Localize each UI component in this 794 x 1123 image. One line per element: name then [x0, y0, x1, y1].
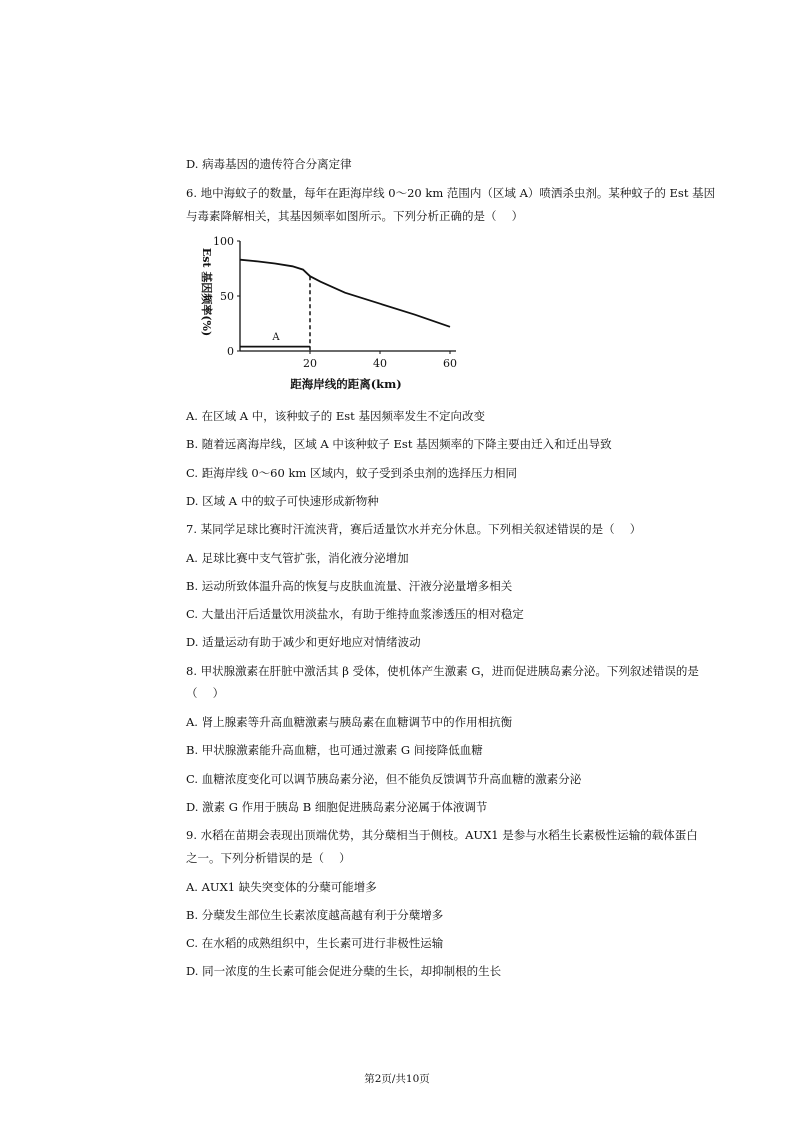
question-6-stem: 6. 地中海蚊子的数量，每年在距海岸线 0～20 km 范围内（区域 A）喷洒杀虫剂。某种蚊子的 Est 基因	[186, 186, 716, 200]
page-footer: 第2页/共10页	[364, 1073, 430, 1085]
question-9-option-b: B. 分蘖发生部位生长素浓度越高越有利于分蘖增多	[186, 908, 444, 922]
gene-frequency-chart	[186, 230, 476, 398]
question-7-option-c: C. 大量出汗后适量饮用淡盐水，有助于维持血浆渗透压的相对稳定	[186, 607, 524, 621]
question-8-stem: 8. 甲状腺激素在肝脏中激活其 β 受体，使机体产生激素 G，进而促进胰岛素分泌。下列叙述错误的是	[186, 664, 699, 678]
chart-y-label: Est 基因频率(%)	[200, 247, 213, 337]
x-tick-label: 40	[373, 357, 387, 370]
y-tick-label: 0	[227, 345, 234, 358]
question-6-option-c: C. 距海岸线 0～60 km 区域内，蚊子受到杀虫剂的选择压力相同	[186, 466, 517, 480]
question-9-option-d: D. 同一浓度的生长素可能会促进分蘖的生长，却抑制根的生长	[186, 964, 502, 978]
question-6-option-b: B. 随着远离海岸线，区域 A 中该种蚊子 Est 基因频率的下降主要由迁入和迁出导致	[186, 437, 612, 451]
question-7-stem: 7. 某同学足球比赛时汗流浃背，赛后适量饮水并充分休息。下列相关叙述错误的是（ ）	[186, 522, 642, 536]
region-a-label: A	[272, 332, 280, 343]
question-6-option-d: D. 区域 A 中的蚊子可快速形成新物种	[186, 494, 379, 508]
question-7-option-d: D. 适量运动有助于减少和更好地应对情绪波动	[186, 635, 421, 649]
question-8-option-b: B. 甲状腺激素能升高血糖，也可通过激素 G 间接降低血糖	[186, 743, 483, 757]
question-9-option-c: C. 在水稻的成熟组织中，生长素可进行非极性运输	[186, 936, 444, 950]
chart-ticks	[213, 235, 457, 370]
question-9-stem: 9. 水稻在苗期会表现出顶端优势，其分蘖相当于侧枝。AUX1 是参与水稻生长素极性运输的载体蛋白	[186, 828, 698, 842]
question-9-option-a: A. AUX1 缺失突变体的分蘖可能增多	[186, 880, 377, 894]
question-8-option-a: A. 肾上腺素等升高血糖激素与胰岛素在血糖调节中的作用相抗衡	[186, 715, 513, 729]
question-7-option-a: A. 足球比赛中支气管扩张，消化液分泌增加	[186, 551, 409, 565]
gene-frequency-line	[240, 260, 450, 327]
question-7-option-b: B. 运动所致体温升高的恢复与皮肤血流量、汗液分泌量增多相关	[186, 579, 513, 593]
question-8-stem-cont: （ ）	[186, 686, 225, 700]
question-8-option-c: C. 血糖浓度变化可以调节胰岛素分泌，但不能负反馈调节升高血糖的激素分泌	[186, 772, 582, 786]
y-tick-label: 50	[220, 290, 234, 303]
question-9-stem-cont: 之一。下列分析错误的是（ ）	[186, 851, 351, 865]
chart-x-label: 距海岸线的距离(km)	[290, 377, 402, 391]
x-tick-label: 20	[303, 357, 317, 370]
y-tick-label: 100	[213, 235, 234, 248]
chart-svg	[186, 230, 476, 398]
question-8-option-d: D. 激素 G 作用于胰岛 B 细胞促进胰岛素分泌属于体液调节	[186, 800, 488, 814]
question-6-stem-cont: 与毒素降解相关，其基因频率如图所示。下列分析正确的是（ ）	[186, 209, 524, 223]
question-6-option-a: A. 在区域 A 中，该种蚊子的 Est 基因频率发生不定向改变	[186, 409, 485, 423]
question-5-option-d: D. 病毒基因的遗传符合分离定律	[186, 157, 352, 171]
x-tick-label: 60	[443, 357, 457, 370]
